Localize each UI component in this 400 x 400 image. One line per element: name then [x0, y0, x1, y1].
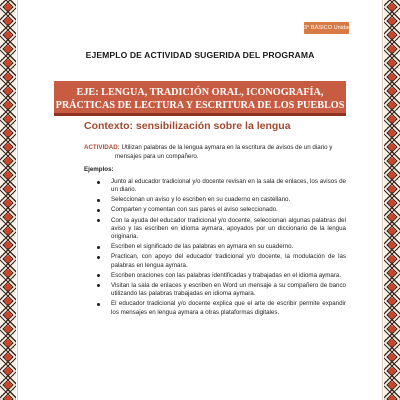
examples-list: [94, 178, 346, 319]
list-item: El educador tradicional y/o docente explica que el arte de escribir permite expandir los mensajes en lengua aymara a otras plataformas digitales.: [94, 300, 346, 317]
list-item: Escriben oraciones con las palabras identificadas y trabajadas en el idioma aymara.: [94, 272, 346, 280]
decorative-border-right: [384, 0, 400, 400]
list-item: Seleccionan un aviso y lo escriben en su cuaderno en castellano.: [94, 196, 346, 204]
activity-text-continued: mensajes para un compañero.: [115, 153, 199, 160]
list-item: Junto al educador tradicional y/o docente revisan en la sala de enlaces, los avisos de un diario.: [94, 178, 346, 195]
eje-line-1: EJE: LENGUA, TRADICIÓN ORAL, ICONOGRAFÍA,: [76, 87, 324, 98]
list-item: Visitan la sala de enlaces y escriben en Word un mensaje a su compañero de banco utilizando las palabras trabajadas en idioma aymara.: [94, 282, 346, 299]
border-divider-left: [17, 0, 18, 400]
eje-banner: [54, 81, 346, 116]
context-title: Contexto: sensibilización sobre la lengua: [84, 120, 291, 132]
activity-text: Utilizan palabras de la lengua aymara en la escritura de avisos de un diario y: [121, 144, 333, 151]
examples-label: Ejemplos:: [84, 166, 114, 173]
list-item: Practican, con apoyo del educador tradicional y/o docente, la modulación de las palabras en lengua aymara.: [94, 253, 346, 270]
document-title: EJEMPLO DE ACTIVIDAD SUGERIDA DEL PROGRAMA: [85, 50, 315, 60]
list-item: Comparten y comentan con sus pares el aviso seleccionado.: [94, 206, 346, 214]
list-item: Con la ayuda del educador tradicional y/o docente, seleccionan algunas palabras del aviso y las escriben en idioma aymara, apoyados por un diccionario de la lengua originaria.: [94, 217, 346, 242]
border-divider-right: [382, 0, 383, 400]
activity-description: [84, 143, 346, 161]
decorative-border-left: [0, 0, 16, 400]
list-item: Escriben el significado de las palabras en aymara en su cuaderno.: [94, 243, 346, 251]
grade-unit-tag: 3° BÁSICO Unidad 4: [304, 22, 349, 34]
eje-line-2: PRÁCTICAS DE LECTURA Y ESCRITURA DE LOS PUEBLOS: [55, 100, 345, 111]
activity-label: ACTIVIDAD:: [84, 144, 120, 151]
